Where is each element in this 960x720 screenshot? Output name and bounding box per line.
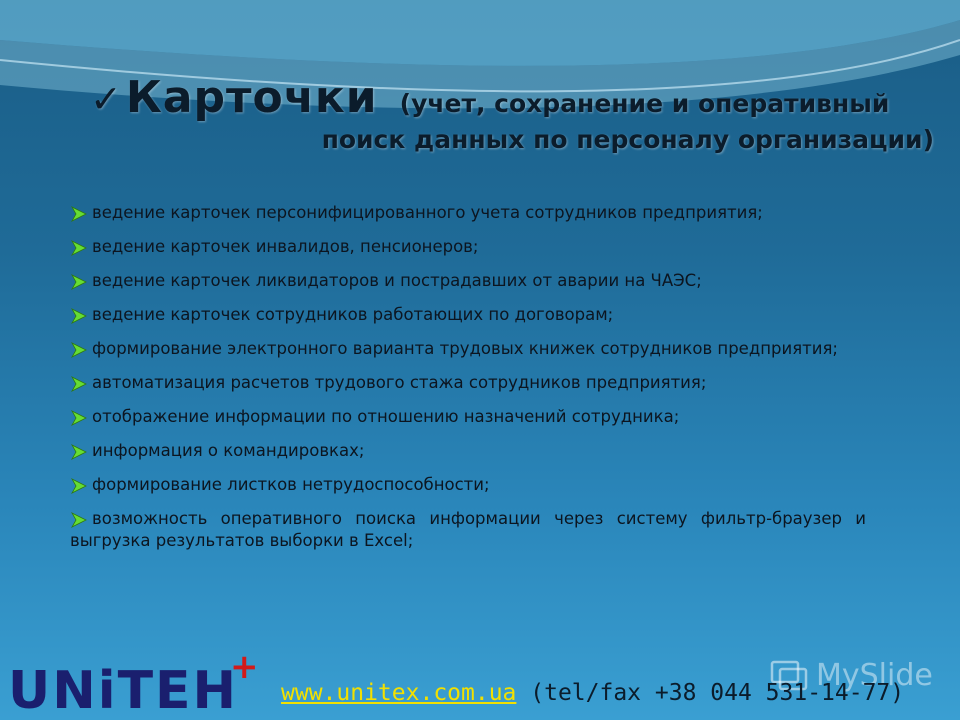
list-item-text: информация о командировках; — [92, 441, 365, 460]
svg-text:UNiTEH: UNiTEH — [8, 661, 239, 716]
contact-phone: (tel/fax +38 044 531-14-77) — [516, 680, 905, 706]
list-item — [70, 236, 866, 258]
bullet-arrow-icon — [70, 410, 88, 426]
bullet-arrow-icon — [70, 444, 88, 460]
check-icon: ✓ — [90, 77, 122, 121]
watermark-text: MySlide — [816, 657, 933, 693]
bullet-arrow-icon — [70, 342, 88, 358]
list-item — [70, 270, 866, 292]
bullet-arrow-icon — [70, 478, 88, 494]
title-main: Карточки — [125, 72, 378, 123]
bullet-arrow-icon — [70, 376, 88, 392]
website-link[interactable]: www.unitex.com.ua — [281, 680, 517, 706]
list-item — [70, 474, 866, 496]
bullet-arrow-icon — [70, 240, 88, 256]
title-subtitle-line1: (учет, сохранение и оперативный — [399, 89, 890, 118]
list-item-text: ведение карточек ликвидаторов и пострадавших от аварии на ЧАЭС; — [92, 271, 702, 290]
footer-contact — [281, 680, 904, 706]
list-item — [70, 508, 866, 552]
svg-text:+: + — [230, 650, 258, 687]
list-item — [70, 202, 866, 224]
bullet-arrow-icon — [70, 308, 88, 324]
list-item — [70, 338, 866, 360]
list-item — [70, 304, 866, 326]
slide-title — [90, 72, 940, 154]
unitex-logo — [8, 650, 258, 716]
list-item-text: формирование электронного варианта трудовых книжек сотрудников предприятия; — [92, 339, 838, 358]
list-item — [70, 440, 866, 462]
list-item — [70, 372, 866, 394]
feature-list — [70, 202, 866, 564]
bullet-arrow-icon — [70, 274, 88, 290]
list-item-text: отображение информации по отношению назначений сотрудника; — [92, 407, 680, 426]
list-item-text: ведение карточек персонифицированного учета сотрудников предприятия; — [92, 203, 763, 222]
list-item-text: формирование листков нетрудоспособности; — [92, 475, 490, 494]
bullet-arrow-icon — [70, 512, 88, 528]
title-subtitle-line2: поиск данных по персоналу организации) — [321, 125, 934, 154]
list-item-text: возможность оперативного поиска информации через систему фильтр-браузер и выгрузка результатов выборки в Excel; — [70, 509, 866, 550]
list-item-text: ведение карточек сотрудников работающих по договорам; — [92, 305, 614, 324]
bullet-arrow-icon — [70, 206, 88, 222]
list-item-text: автоматизация расчетов трудового стажа сотрудников предприятия; — [92, 373, 707, 392]
list-item — [70, 406, 866, 428]
list-item-text: ведение карточек инвалидов, пенсионеров; — [92, 237, 479, 256]
